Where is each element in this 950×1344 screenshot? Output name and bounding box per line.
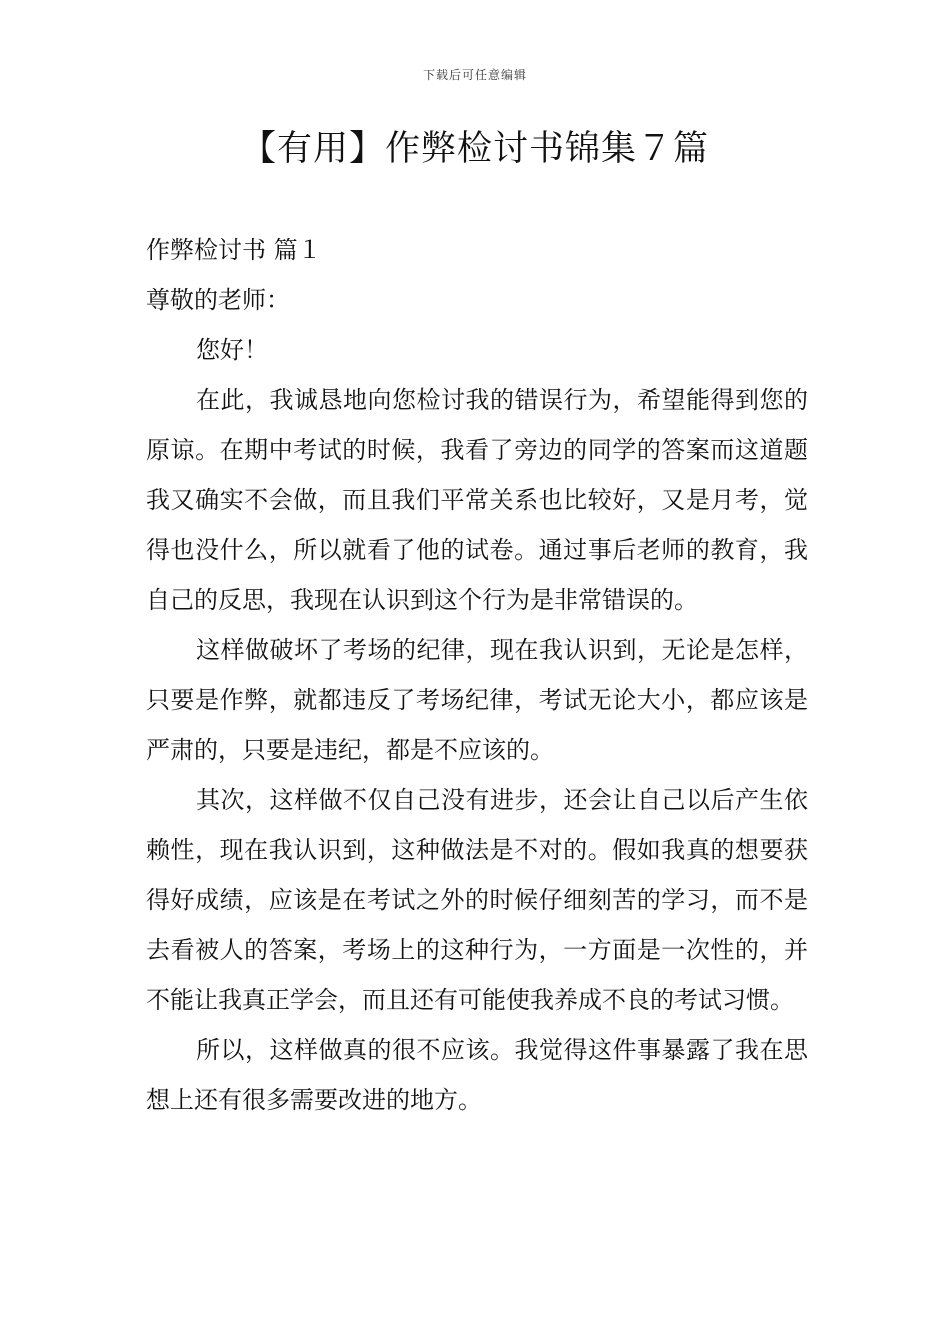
section-heading: 作弊检讨书 篇１ <box>146 236 322 264</box>
header-note: 下载后可任意编辑 <box>422 68 527 82</box>
greeting: 您好！ <box>196 336 268 364</box>
body-paragraph: 其次，这样做不仅自己没有进步，还会让自己以后产生依赖性，现在我认识到，这种做法是不对的。假如我真的想要获得好成绩，应该是在考试之外的时候仔细刻苦的学习，而不是去看被人的答案，考场上的这种行为，一方面是一次性的，并不能让我真正学会，而且还有可能使我养成不良的考试习惯。 <box>146 786 808 1014</box>
body-paragraph: 所以，这样做真的很不应该。我觉得这件事暴露了我在思想上还有很多需要改进的地方。 <box>146 1036 808 1114</box>
salutation: 尊敬的老师： <box>146 286 290 314</box>
body-paragraph: 在此，我诚恳地向您检讨我的错误行为，希望能得到您的原谅。在期中考试的时候，我看了旁边的同学的答案而这道题我又确实不会做，而且我们平常关系也比较好，又是月考，觉得也没什么，所以就看了他的试卷。通过事后老师的教育，我自己的反思，我现在认识到这个行为是非常错误的。 <box>146 386 808 614</box>
body-paragraph: 这样做破坏了考场的纪律，现在我认识到，无论是怎样，只要是作弊，就都违反了考场纪律，考试无论大小，都应该是严肃的，只要是违纪，都是不应该的。 <box>146 636 808 764</box>
document-title: 【有用】作弊检讨书锦集７篇 <box>240 129 709 169</box>
document-body <box>146 225 808 1125</box>
